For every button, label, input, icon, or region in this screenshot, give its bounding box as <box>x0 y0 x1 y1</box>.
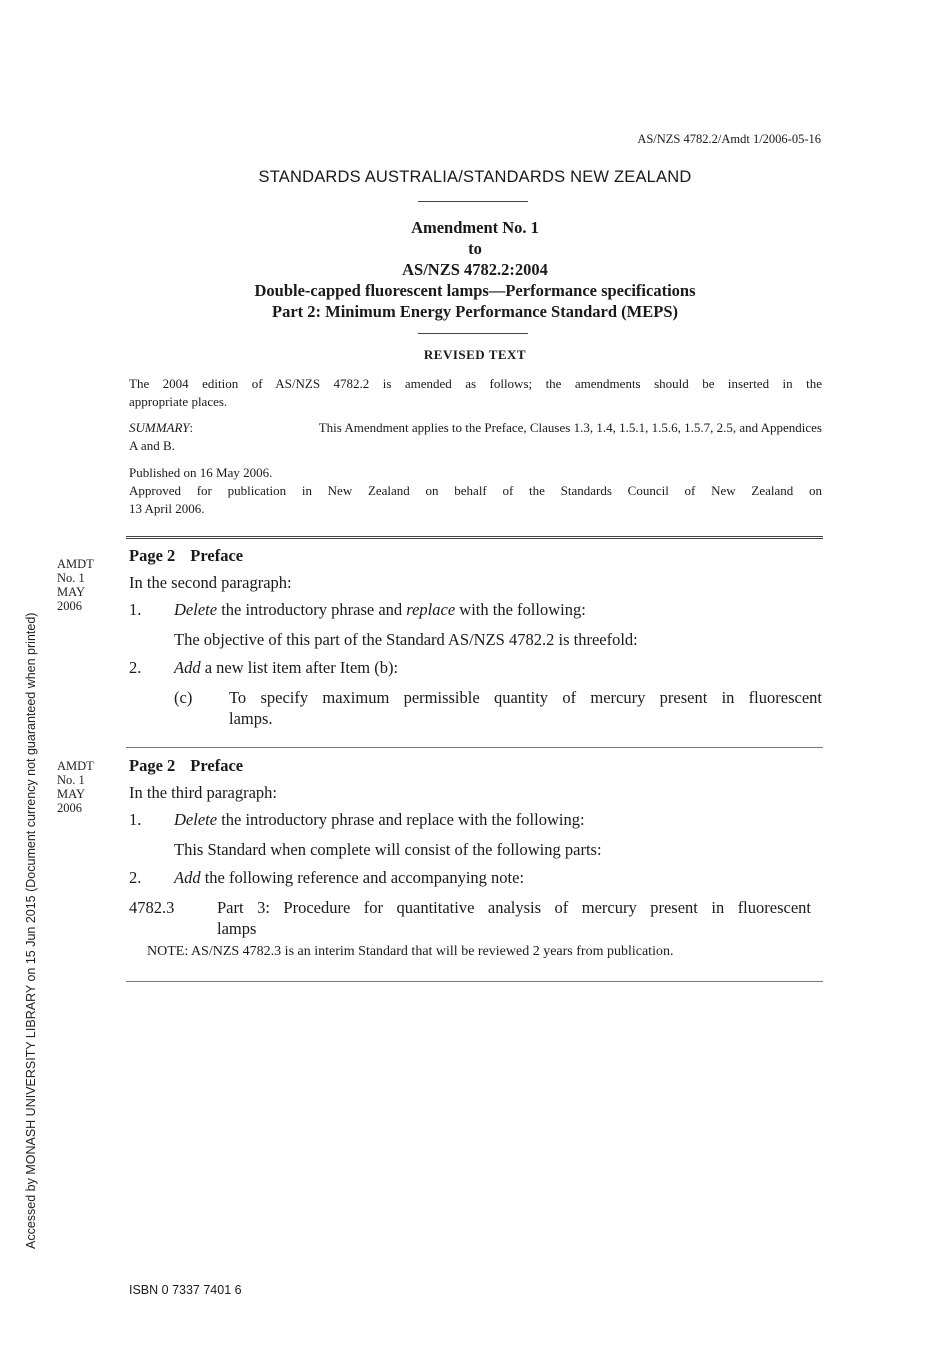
reference-note: NOTE: AS/NZS 4782.3 is an interim Standard that will be reviewed 2 years from publication. <box>147 944 674 959</box>
amendment-margin-note: AMDT No. 1 MAY 2006 <box>57 759 94 815</box>
title-to: to <box>468 239 482 258</box>
added-list-item: (c) To specify maximum permissible quantity of mercury present in fluorescent lamps. <box>174 688 822 728</box>
amendment-margin-note: AMDT No. 1 MAY 2006 <box>57 557 94 613</box>
intro-line: The 2004 edition of AS/NZS 4782.2 is amended as follows; the amendments should be inserted in the <box>129 376 822 391</box>
divider <box>418 201 528 202</box>
publication-info <box>129 464 822 518</box>
approved-line: Approved for publication in New Zealand on behalf of the Standards Council of New Zealand on <box>129 483 822 498</box>
list-item: 2. Add the following reference and accompanying note: <box>129 868 525 887</box>
isbn: ISBN 0 7337 7401 6 <box>129 1283 242 1297</box>
standard-number: AS/NZS 4782.2:2004 <box>402 260 548 279</box>
title-block <box>0 217 950 322</box>
summary-label: SUMMARY <box>129 420 190 435</box>
approved-date: 13 April 2006. <box>129 501 205 516</box>
intro-paragraph <box>129 375 822 411</box>
standard-title: Double-capped fluorescent lamps—Performance specifications <box>254 281 696 300</box>
section-divider <box>126 747 823 748</box>
amendment-paragraph-ref: In the second paragraph: <box>129 573 292 592</box>
summary-text-cont: A and B. <box>129 438 175 453</box>
access-watermark: Accessed by MONASH UNIVERSITY LIBRARY on 15 Jun 2015 (Document currency not guaranteed when printed) <box>24 612 38 1249</box>
list-item: 1. Delete the introductory phrase and replace with the following: <box>129 600 586 619</box>
replacement-text: This Standard when complete will consist of the following parts: <box>174 840 602 859</box>
document-reference: AS/NZS 4782.2/Amdt 1/2006-05-16 <box>637 132 821 146</box>
published-date: Published on 16 May 2006. <box>129 465 273 480</box>
reference-entry: 4782.3 Part 3: Procedure for quantitative analysis of mercury present in fluorescent lamps <box>129 898 811 938</box>
section-divider <box>126 981 823 982</box>
list-item: 2. Add a new list item after Item (b): <box>129 658 399 677</box>
replacement-text: The objective of this part of the Standard AS/NZS 4782.2 is threefold: <box>174 630 638 649</box>
amendment-number: Amendment No. 1 <box>411 218 539 237</box>
section-divider <box>126 536 823 539</box>
amendment-heading: Page 2 Preface <box>129 756 244 775</box>
organization-heading: STANDARDS AUSTRALIA/STANDARDS NEW ZEALAND <box>258 168 692 186</box>
standard-part: Part 2: Minimum Energy Performance Standard (MEPS) <box>271 302 678 321</box>
intro-line: appropriate places. <box>129 394 228 409</box>
amendment-heading: Page 2 Preface <box>129 546 244 565</box>
list-item: 1. Delete the introductory phrase and replace with the following: <box>129 810 585 829</box>
amendment-paragraph-ref: In the third paragraph: <box>129 783 277 802</box>
revised-text-heading: REVISED TEXT <box>423 347 527 362</box>
divider <box>418 333 528 334</box>
summary-text: This Amendment applies to the Preface, Clauses 1.3, 1.4, 1.5.1, 1.5.6, 1.5.7, 2.5, and Appendices <box>318 420 822 435</box>
summary-paragraph <box>129 419 822 455</box>
summary-colon: : <box>189 420 194 435</box>
